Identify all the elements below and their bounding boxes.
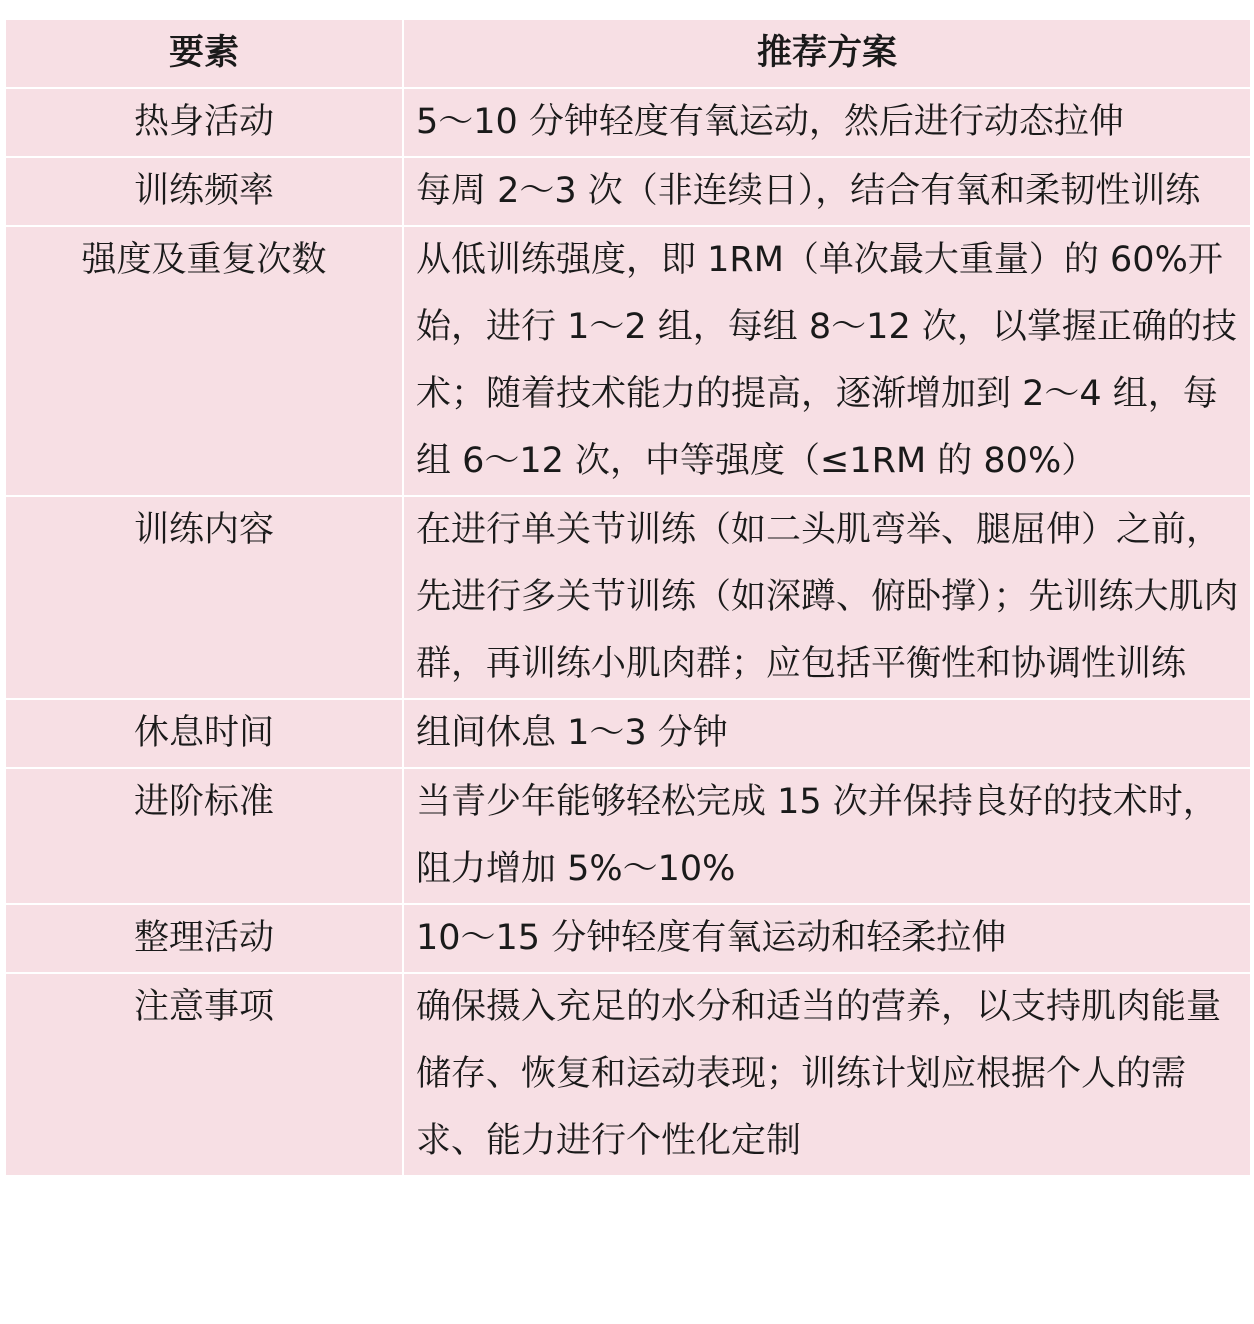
- recommendation-cell: 10～15 分钟轻度有氧运动和轻柔拉伸: [403, 904, 1251, 973]
- table-row: [5, 699, 1251, 768]
- table-row: [5, 157, 1251, 226]
- table-row: [5, 88, 1251, 157]
- recommendation-cell: 每周 2～3 次（非连续日），结合有氧和柔韧性训练: [403, 157, 1251, 226]
- table-row: [5, 496, 1251, 699]
- recommendation-table: [4, 18, 1252, 1177]
- recommendation-cell: 5～10 分钟轻度有氧运动，然后进行动态拉伸: [403, 88, 1251, 157]
- recommendation-cell: 确保摄入充足的水分和适当的营养，以支持肌肉能量储存、恢复和运动表现；训练计划应根据个人的需求、能力进行个性化定制: [403, 973, 1251, 1176]
- recommendation-cell: 在进行单关节训练（如二头肌弯举、腿屈伸）之前，先进行多关节训练（如深蹲、俯卧撑）；先训练大肌肉群，再训练小肌肉群；应包括平衡性和协调性训练: [403, 496, 1251, 699]
- table-row: [5, 973, 1251, 1176]
- recommendation-cell: 从低训练强度，即 1RM（单次最大重量）的 60%开始，进行 1～2 组，每组 8～12 次，以掌握正确的技术；随着技术能力的提高，逐渐增加到 2～4 组，每组 6～12 次，中等强度（≤1RM 的 80%）: [403, 226, 1251, 496]
- element-cell: 强度及重复次数: [5, 226, 403, 496]
- recommendation-cell: 当青少年能够轻松完成 15 次并保持良好的技术时，阻力增加 5%～10%: [403, 768, 1251, 904]
- header-recommendation: 推荐方案: [403, 19, 1251, 88]
- element-cell: 热身活动: [5, 88, 403, 157]
- element-cell: 进阶标准: [5, 768, 403, 904]
- element-cell: 训练频率: [5, 157, 403, 226]
- table-header-row: [5, 19, 1251, 88]
- element-cell: 整理活动: [5, 904, 403, 973]
- table-row: [5, 226, 1251, 496]
- recommendation-cell: 组间休息 1～3 分钟: [403, 699, 1251, 768]
- element-cell: 休息时间: [5, 699, 403, 768]
- header-element: 要素: [5, 19, 403, 88]
- table-row: [5, 768, 1251, 904]
- recommendation-table-container: [4, 18, 1250, 1177]
- element-cell: 训练内容: [5, 496, 403, 699]
- table-row: [5, 904, 1251, 973]
- element-cell: 注意事项: [5, 973, 403, 1176]
